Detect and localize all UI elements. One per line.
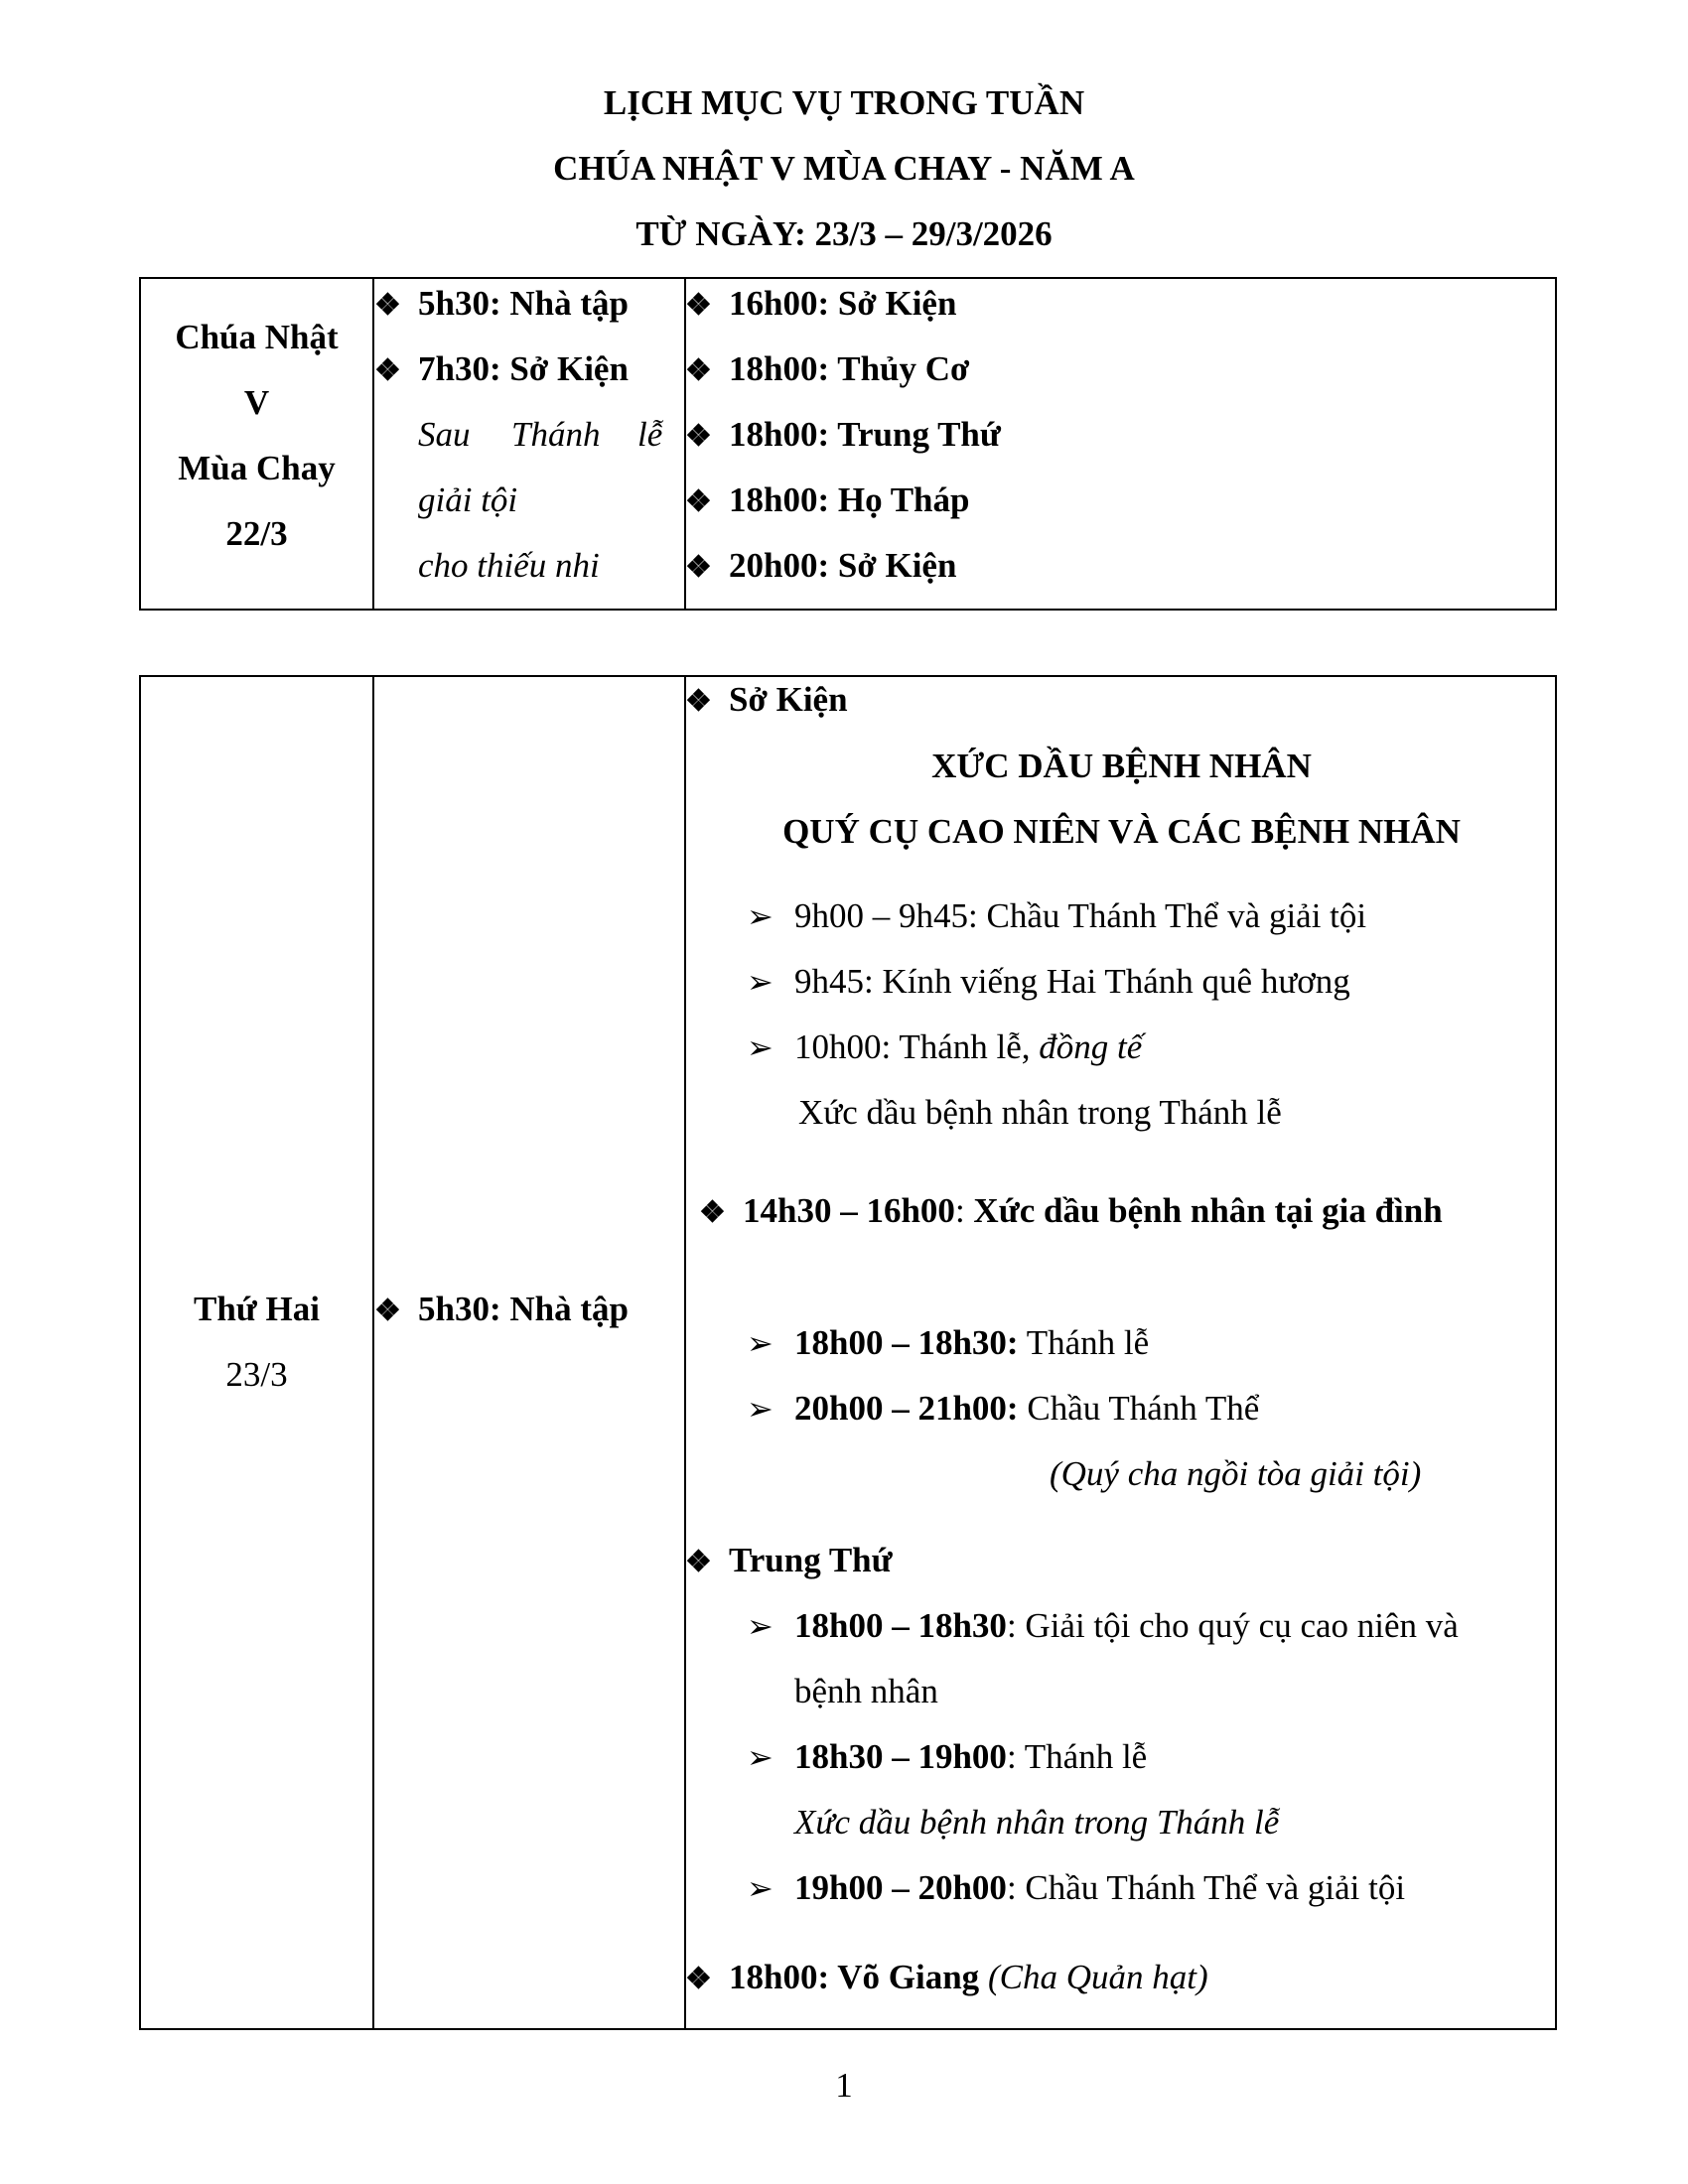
list-item: ➢ 18h00 – 18h30: Thánh lễ [747, 1323, 1150, 1362]
day-label: Mùa Chay [178, 449, 336, 487]
column-divider [372, 279, 374, 609]
section-heading: QUÝ CỤ CAO NIÊN VÀ CÁC BỆNH NHÂN [782, 812, 1461, 851]
bullet-icon: ❖ [685, 1546, 712, 1578]
schedule-item: ❖ 14h30 – 16h00: Xức dầu bệnh nhân tại gia đình [699, 1191, 1443, 1230]
title-line-1: LỊCH MỤC VỤ TRONG TUẦN [603, 83, 1085, 122]
list-item-note: Xức dầu bệnh nhân trong Thánh lễ [794, 1803, 1280, 1842]
arrow-icon: ➢ [747, 1870, 774, 1906]
arrow-icon: ➢ [747, 1325, 774, 1361]
monday-table [139, 675, 1557, 2030]
day-date: 23/3 [225, 1355, 288, 1394]
bullet-icon: ❖ [685, 354, 712, 387]
schedule-item: ❖ 18h00: Võ Giang (Cha Quản hạt) [685, 1958, 1208, 1996]
schedule-item: ❖ 7h30: Sở Kiện [374, 349, 629, 388]
column-divider [372, 677, 374, 2028]
note-text: cho thiếu nhi [418, 546, 600, 585]
bullet-icon: ❖ [685, 289, 712, 322]
parish-title: ❖ Sở Kiện [685, 680, 848, 719]
bullet-icon: ❖ [699, 1196, 726, 1229]
schedule-item: ❖ 20h00: Sở Kiện [685, 546, 957, 585]
list-item-note: Xức dầu bệnh nhân trong Thánh lễ [798, 1093, 1282, 1132]
arrow-icon: ➢ [747, 898, 774, 934]
schedule-item: ❖ 5h30: Nhà tập [374, 1290, 629, 1328]
schedule-item: ❖ 18h00: Họ Tháp [685, 480, 970, 519]
bullet-icon: ❖ [685, 420, 712, 453]
bullet-icon: ❖ [685, 1963, 712, 1995]
day-date: 22/3 [225, 514, 288, 553]
title-line-3: TỪ NGÀY: 23/3 – 29/3/2026 [635, 214, 1053, 253]
list-item: ➢ 9h45: Kính viếng Hai Thánh quê hương [747, 962, 1350, 1001]
bullet-icon: ❖ [374, 354, 401, 387]
list-item: ➢ 10h00: Thánh lễ, đồng tế [747, 1027, 1143, 1066]
list-item: ➢ 9h00 – 9h45: Chầu Thánh Thể và giải tội [747, 896, 1367, 935]
arrow-icon: ➢ [747, 1739, 774, 1775]
section-heading: XỨC DẦU BỆNH NHÂN [931, 747, 1312, 785]
day-label: Chúa Nhật [175, 318, 339, 356]
list-item: ➢ 18h30 – 19h00: Thánh lễ [747, 1737, 1148, 1776]
bullet-icon: ❖ [685, 551, 712, 584]
note-text: Sau [418, 415, 471, 454]
parish-title: ❖ Trung Thứ [685, 1541, 893, 1579]
bullet-icon: ❖ [685, 485, 712, 518]
arrow-icon: ➢ [747, 1029, 774, 1065]
note-text: (Quý cha ngồi tòa giải tội) [1050, 1454, 1422, 1493]
bullet-icon: ❖ [374, 289, 401, 322]
list-item: ➢ 19h00 – 20h00: Chầu Thánh Thể và giải tội [747, 1868, 1406, 1907]
arrow-icon: ➢ [747, 964, 774, 1000]
page-number: 1 [835, 2066, 853, 2105]
arrow-icon: ➢ [747, 1391, 774, 1427]
day-label: Thứ Hai [193, 1290, 320, 1328]
note-text: giải tội [418, 480, 518, 519]
list-item: ➢ 18h00 – 18h30: Giải tội cho quý cụ cao niên và [747, 1606, 1459, 1645]
sunday-table [139, 277, 1557, 611]
column-divider [684, 677, 686, 2028]
schedule-item: ❖ 5h30: Nhà tập [374, 284, 629, 323]
title-line-2: CHÚA NHẬT V MÙA CHAY - NĂM A [553, 149, 1135, 188]
schedule-item: ❖ 16h00: Sở Kiện [685, 284, 957, 323]
schedule-item: ❖ 18h00: Thủy Cơ [685, 349, 970, 388]
schedule-item: ❖ 18h00: Trung Thứ [685, 415, 1001, 454]
bullet-icon: ❖ [685, 685, 712, 718]
note-text: Thánh [511, 415, 601, 454]
bullet-icon: ❖ [374, 1295, 401, 1327]
note-text: lễ [637, 415, 663, 454]
arrow-icon: ➢ [747, 1608, 774, 1644]
day-label: V [243, 383, 270, 422]
list-item: ➢ 20h00 – 21h00: Chầu Thánh Thể [747, 1389, 1260, 1428]
list-item-continuation: bệnh nhân [794, 1672, 938, 1710]
